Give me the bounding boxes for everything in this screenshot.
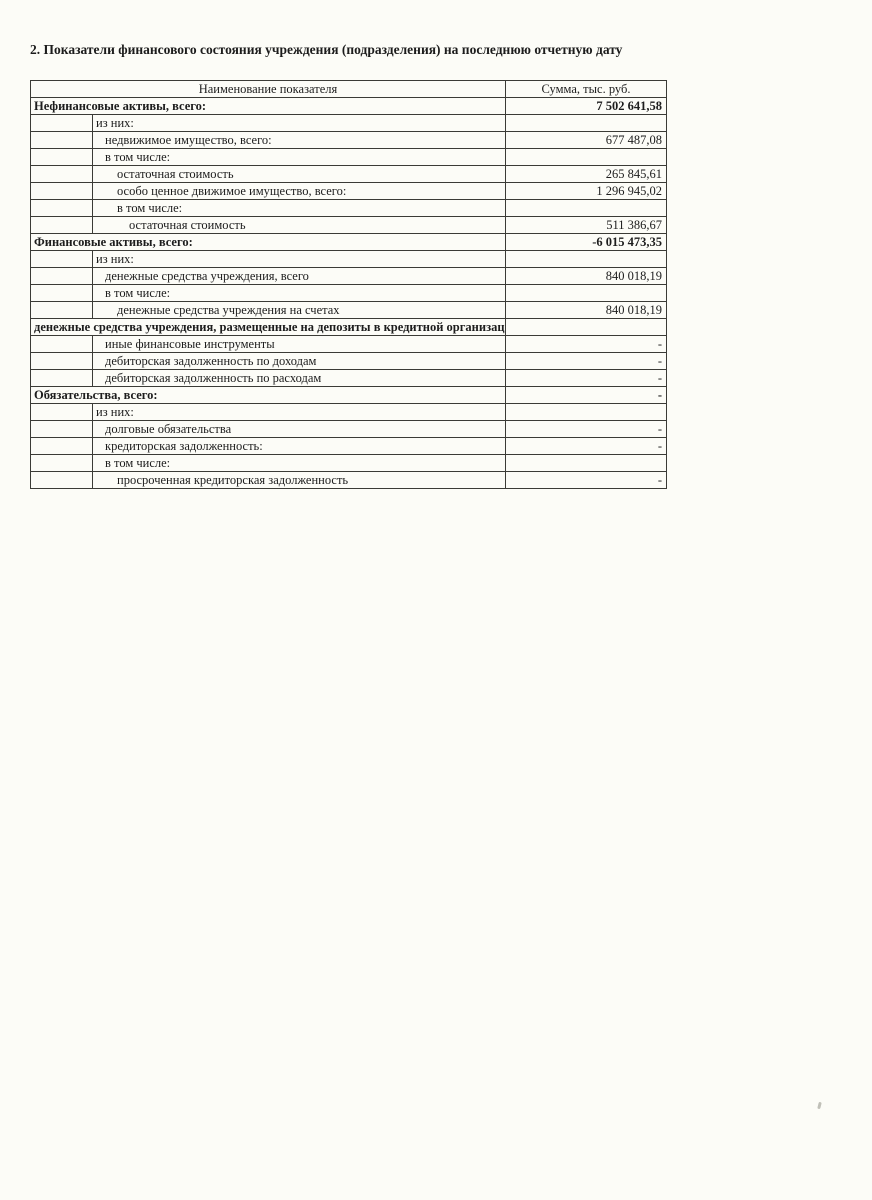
indent-cell <box>31 251 93 268</box>
row-value: 265 845,61 <box>506 166 667 183</box>
row-value: - <box>506 472 667 489</box>
row-label: Нефинансовые активы, всего: <box>31 98 506 115</box>
section-title: 2. Показатели финансового состояния учреждения (подразделения) на последнюю отчетную дату <box>30 42 623 57</box>
row-value: - <box>506 438 667 455</box>
row-label: долговые обязательства <box>93 421 506 438</box>
table-row <box>31 285 667 302</box>
table-row <box>31 98 667 115</box>
row-value: - <box>506 336 667 353</box>
row-label: в том числе: <box>93 455 506 472</box>
row-label: денежные средства учреждения, размещенные на депозиты в кредитной организац <box>31 319 506 336</box>
table-row <box>31 302 667 319</box>
table-row <box>31 336 667 353</box>
indent-cell <box>31 200 93 217</box>
indent-cell <box>31 370 93 387</box>
row-value: 840 018,19 <box>506 302 667 319</box>
row-value: - <box>506 370 667 387</box>
row-value <box>506 115 667 132</box>
table-row <box>31 115 667 132</box>
table-row <box>31 234 667 251</box>
indent-cell <box>31 421 93 438</box>
row-value <box>506 319 667 336</box>
table-row <box>31 370 667 387</box>
row-label: дебиторская задолженность по доходам <box>93 353 506 370</box>
row-value: - <box>506 353 667 370</box>
indent-cell <box>31 302 93 319</box>
row-label: из них: <box>93 404 506 421</box>
row-value <box>506 251 667 268</box>
row-label: просроченная кредиторская задолженность <box>93 472 506 489</box>
row-label: из них: <box>93 115 506 132</box>
row-value: 677 487,08 <box>506 132 667 149</box>
indent-cell <box>31 115 93 132</box>
row-value: - <box>506 387 667 404</box>
table-header-row <box>31 81 667 98</box>
row-value: - <box>506 421 667 438</box>
row-label: кредиторская задолженность: <box>93 438 506 455</box>
row-value <box>506 404 667 421</box>
table-row <box>31 472 667 489</box>
indent-cell <box>31 455 93 472</box>
table-row <box>31 387 667 404</box>
row-label: из них: <box>93 251 506 268</box>
row-value: 840 018,19 <box>506 268 667 285</box>
indent-cell <box>31 472 93 489</box>
table-row <box>31 421 667 438</box>
row-label: денежные средства учреждения, всего <box>93 268 506 285</box>
row-label: особо ценное движимое имущество, всего: <box>93 183 506 200</box>
table-row <box>31 404 667 421</box>
indent-cell <box>31 285 93 302</box>
row-value: -6 015 473,35 <box>506 234 667 251</box>
row-label: иные финансовые инструменты <box>93 336 506 353</box>
row-value <box>506 455 667 472</box>
table-row <box>31 455 667 472</box>
table-row <box>31 183 667 200</box>
indent-cell <box>31 183 93 200</box>
row-label: в том числе: <box>93 149 506 166</box>
indent-cell <box>31 404 93 421</box>
table-row <box>31 353 667 370</box>
scan-speck <box>817 1102 822 1110</box>
table-row <box>31 319 667 336</box>
indent-cell <box>31 166 93 183</box>
indent-cell <box>31 438 93 455</box>
row-label: Обязательства, всего: <box>31 387 506 404</box>
indent-cell <box>31 217 93 234</box>
indent-cell <box>31 353 93 370</box>
indent-cell <box>31 336 93 353</box>
table-row <box>31 200 667 217</box>
financial-indicators-table <box>30 80 667 489</box>
row-label: дебиторская задолженность по расходам <box>93 370 506 387</box>
row-label: в том числе: <box>93 285 506 302</box>
row-label: Финансовые активы, всего: <box>31 234 506 251</box>
row-value: 511 386,67 <box>506 217 667 234</box>
table-row <box>31 438 667 455</box>
row-value <box>506 149 667 166</box>
column-header-name: Наименование показателя <box>31 81 506 98</box>
table-body <box>31 98 667 489</box>
row-value: 7 502 641,58 <box>506 98 667 115</box>
indent-cell <box>31 268 93 285</box>
row-value <box>506 200 667 217</box>
row-label: остаточная стоимость <box>93 166 506 183</box>
table-row <box>31 268 667 285</box>
column-header-value: Сумма, тыс. руб. <box>506 81 667 98</box>
row-label: недвижимое имущество, всего: <box>93 132 506 149</box>
row-label: в том числе: <box>93 200 506 217</box>
table-row <box>31 132 667 149</box>
table-row <box>31 217 667 234</box>
row-value <box>506 285 667 302</box>
table-row <box>31 149 667 166</box>
table-row <box>31 251 667 268</box>
table-row <box>31 166 667 183</box>
indent-cell <box>31 132 93 149</box>
row-label: остаточная стоимость <box>93 217 506 234</box>
row-label: денежные средства учреждения на счетах <box>93 302 506 319</box>
indent-cell <box>31 149 93 166</box>
row-value: 1 296 945,02 <box>506 183 667 200</box>
